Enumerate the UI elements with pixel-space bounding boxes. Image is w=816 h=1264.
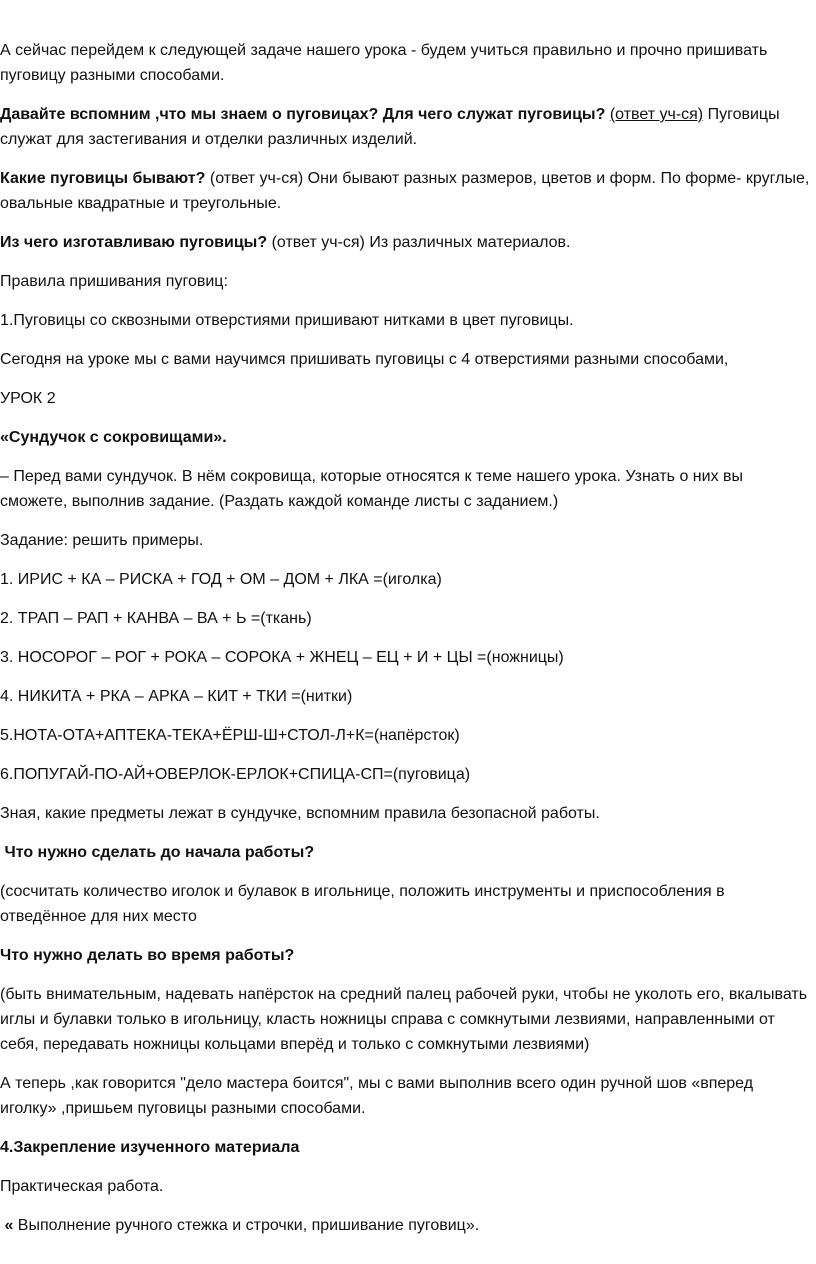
task-item: 4. НИКИТА + РКА – АРКА – КИТ + ТКИ =(нитки) bbox=[0, 688, 353, 705]
practical-task-text: Выполнение ручного стежка и строчки, пришивание пуговиц». bbox=[13, 1217, 480, 1234]
safety-intro: Зная, какие предметы лежат в сундучке, вспомним правила безопасной работы. bbox=[0, 805, 600, 822]
question-purpose-paragraph bbox=[0, 102, 812, 152]
answer-types: (ответ уч-ся) Они бывают разных размеров, цветов и форм. По форме- круглые, овальные квадратные и треугольные. bbox=[0, 170, 810, 212]
open-quote: « bbox=[0, 1217, 14, 1234]
question-types-paragraph bbox=[0, 166, 812, 216]
question-materials-paragraph bbox=[0, 230, 812, 255]
during-work-answer: (быть внимательным, надевать напёрсток на средний палец рабочей руки, чтобы не уколоть его, вкалывать иглы и булавки только в игольницу, класть ножницы справа с сомкнутыми лезвиями, направленными от себя, передавать ножницы кольцами вперёд и только с сомкнутыми лезвиями) bbox=[0, 986, 808, 1053]
intro-paragraph: А сейчас перейдем к следующей задаче нашего урока - будем учиться правильно и прочно пришивать пуговицу разными способами. bbox=[0, 42, 768, 84]
rules-heading: Правила пришивания пуговиц: bbox=[0, 273, 228, 290]
task-item: 3. НОСОРОГ – РОГ + РОКА – СОРОКА + ЖНЕЦ – ЕЦ + И + ЦЫ =(ножницы) bbox=[0, 649, 564, 666]
today-lesson-paragraph: Сегодня на уроке мы с вами научимся пришивать пуговицы с 4 отверстиями разными способами, bbox=[0, 351, 729, 368]
student-answer-note: (ответ уч-ся) bbox=[609, 106, 704, 123]
during-work-question: Что нужно делать во время работы? bbox=[0, 947, 295, 964]
before-work-answer: (сосчитать количество иголок и булавок в игольнице, положить инструменты и приспособления в отведённое для них место bbox=[0, 883, 725, 925]
answer-materials: (ответ уч-ся) Из различных материалов. bbox=[271, 234, 571, 251]
task-item: 2. ТРАП – РАП + КАНВА – ВА + Ь =(ткань) bbox=[0, 610, 312, 627]
task-item: 1. ИРИС + КА – РИСКА + ГОД + ОМ – ДОМ + ЛКА =(иголка) bbox=[0, 571, 442, 588]
question-purpose: Давайте вспомним ,что мы знаем о пуговицах? Для чего служат пуговицы? bbox=[0, 106, 606, 123]
question-types: Какие пуговицы бывают? bbox=[0, 170, 206, 187]
task-item: 5.НОТА-ОТА+АПТЕКА-ТЕКА+ЁРШ-Ш+СТОЛ-Л+К=(напёрсток) bbox=[0, 727, 460, 744]
section-heading: 4.Закрепление изученного материала bbox=[0, 1139, 300, 1156]
question-materials: Из чего изготавливаю пуговицы? bbox=[0, 234, 268, 251]
chest-title: «Сундучок с сокровищами». bbox=[0, 429, 227, 446]
rule-1: 1.Пуговицы со сквозными отверстиями пришивают нитками в цвет пуговицы. bbox=[0, 312, 574, 329]
practical-work-label: Практическая работа. bbox=[0, 1178, 164, 1195]
master-paragraph: А теперь ,как говорится "дело мастера боится", мы с вами выполнив всего один ручной шов «вперед иголку» ,пришьем пуговицы разными способами. bbox=[0, 1075, 754, 1117]
task-heading: Задание: решить примеры. bbox=[0, 532, 204, 549]
chest-description: – Перед вами сундучок. В нём сокровища, которые относятся к теме нашего урока. Узнать о них вы сможете, выполнив задание. (Раздать каждой команде листы с заданием.) bbox=[0, 468, 744, 510]
answer-purpose: Пуговицы служат для застегивания и отделки различных изделий. bbox=[0, 106, 780, 148]
before-work-question: Что нужно сделать до начала работы? bbox=[0, 844, 315, 861]
task-item: 6.ПОПУГАЙ-ПО-АЙ+ОВЕРЛОК-ЕРЛОК+СПИЦА-СП=(пуговица) bbox=[0, 766, 471, 783]
practical-task-paragraph bbox=[0, 1213, 812, 1238]
lesson-label: УРОК 2 bbox=[0, 390, 56, 407]
